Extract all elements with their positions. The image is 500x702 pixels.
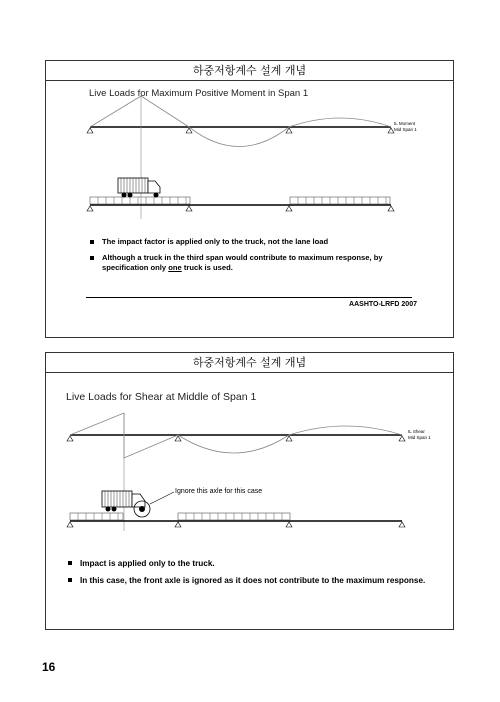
bullet-item: Impact is applied only to the truck. <box>68 558 428 569</box>
shear-diagram <box>46 353 453 538</box>
lane-load <box>178 513 290 520</box>
bullet-square-icon <box>68 578 72 582</box>
lane-load <box>70 513 123 520</box>
slide-subtitle: Live Loads for Maximum Positive Moment in Span 1 <box>89 88 309 99</box>
influence-curve <box>70 413 124 435</box>
moment-diagram <box>46 61 453 221</box>
influence-label: Mid Span 1 <box>394 127 417 132</box>
support-icon <box>286 206 292 211</box>
influence-curve <box>124 435 178 458</box>
slide-footer: AASHTO-LRFD 2007 <box>349 301 417 308</box>
support-icon <box>67 436 73 441</box>
influence-curve <box>90 96 189 127</box>
page-number: 16 <box>42 660 56 674</box>
slide-header: 하중저항계수 설계 개념 <box>46 353 453 373</box>
axle-annotation: Ignore this axle for this case <box>175 488 263 495</box>
lane-load <box>90 197 190 204</box>
support-icon <box>87 206 93 211</box>
influence-curve <box>289 426 402 435</box>
influence-curve <box>289 118 391 127</box>
support-icon <box>388 206 394 211</box>
bullet-item: The impact factor is applied only to the truck, not the lane load <box>90 237 415 247</box>
influence-label: IL Shear <box>408 429 425 434</box>
bullet-square-icon <box>90 256 94 260</box>
support-icon <box>399 436 405 441</box>
slide-moment <box>45 60 454 338</box>
bullet-item: Although a truck in the third span would contribute to maximum response, by specification only one truck is used. <box>90 253 415 273</box>
bullet-list <box>68 558 428 592</box>
support-icon <box>87 128 93 133</box>
influence-curve <box>189 127 289 147</box>
lane-load <box>290 197 390 204</box>
truck-icon <box>118 178 160 198</box>
bullet-square-icon <box>68 561 72 565</box>
bullet-list <box>90 237 415 279</box>
support-icon <box>67 522 73 527</box>
support-icon <box>286 522 292 527</box>
bullet-square-icon <box>90 240 94 244</box>
annotation-leader <box>150 492 174 504</box>
slide-header: 하중저항계수 설계 개념 <box>46 61 453 81</box>
support-icon <box>399 522 405 527</box>
influence-label: IL Moment <box>394 121 416 126</box>
support-icon <box>175 522 181 527</box>
slide-subtitle: Live Loads for Shear at Middle of Span 1 <box>66 391 257 403</box>
footer-divider <box>86 297 412 298</box>
slide-shear <box>45 352 454 630</box>
support-icon <box>186 206 192 211</box>
bullet-item: In this case, the front axle is ignored as it does not contribute to the maximum response. <box>68 575 428 586</box>
influence-label: Mid Span 1 <box>408 435 431 440</box>
influence-curve <box>178 435 289 453</box>
emphasis-one: one <box>168 263 182 272</box>
